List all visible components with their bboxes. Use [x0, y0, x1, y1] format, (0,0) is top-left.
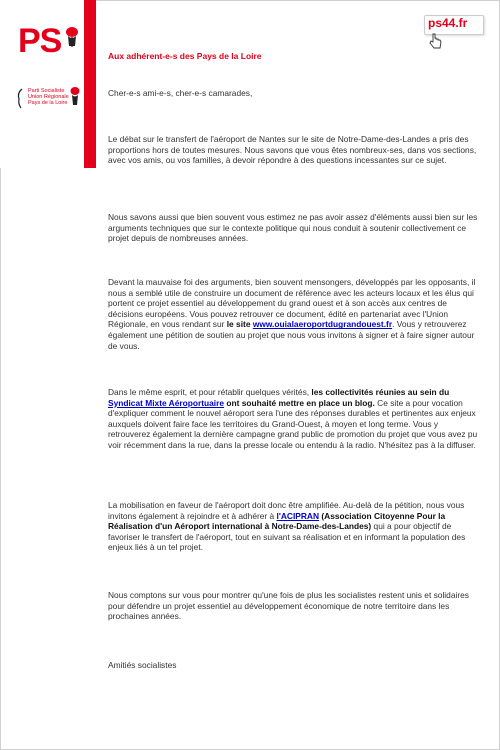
paragraph-solidarity: Nous comptons sur vous pour montrer qu'une fois de plus les socialistes restent unis et solidaires pour défendre un projet essentiel au développement économique de notre territoire dans les prochaines années.	[108, 590, 469, 622]
acipran-link[interactable]: l'ACIPRAN	[276, 510, 320, 521]
pointer-hand-icon	[428, 33, 444, 49]
paragraph-debate: Le débat sur le transfert de l'aéroport de Nantes sur le site de Notre-Dame-des-Landes a pris des proportions hors de toutes mesures. Nous savons que vous êtes nombreux-ses, dans vos sections, avec vos amis, ou vos familles, à devoir répondre à des questions incessantes sur ce sujet.	[108, 134, 477, 166]
p4-bold-b: ont souhaité mettre en place un blog.	[226, 397, 375, 408]
rose-outline-icon	[16, 87, 26, 109]
p5-bold: (Association Citoyenne Pour la Réalisation d'un Aéroport international à Notre-Dame-des-Landes)	[108, 510, 446, 532]
closing: Amitiés socialistes	[108, 660, 177, 670]
letter-heading: Aux adhérent-e-s des Pays de la Loire	[108, 51, 262, 61]
paragraph-acipran	[108, 500, 480, 553]
rose-fist-icon	[62, 26, 82, 48]
p3-text-a: Devant la mauvaise foi des arguments, bien souvent mensongers, développés par les opposants, il nous a semblé utile de construire un document de référence avec les acteurs locaux et les élus qui portent ce projet essentiel au développement du grand ouest et à son accès aux centres de décisions européens. Vous pouvez retrouver ce document, édité en partenariat avec l'Union Régionale, en vous rendant sur	[108, 277, 476, 330]
ps44-label: ps44.fr	[428, 16, 468, 30]
ps44-link-button[interactable]	[424, 15, 484, 49]
p4-text-a: Dans le même esprit, et pour rétablir quelques vérités,	[108, 387, 312, 397]
p5-text-a: La mobilisation en faveur de l'aéroport doit donc être amplifiée. Au-delà de la pétition, nous vous invitons également à rejoindre et à adhérer à	[108, 500, 465, 521]
greeting: Cher-e-s ami-e-s, cher-e-s camarades,	[108, 88, 253, 98]
p4-bold-a: les collectivités réunies au sein du	[311, 387, 450, 397]
ps-logo-text: PS	[18, 22, 62, 60]
syndicat-mixte-link[interactable]: Syndicat Mixte Aéroportuaire	[108, 397, 225, 408]
p5-text-b: qui a pour objectif de favoriser le transfert de l'aéroport, tout en suivant sa réalisation et en informant la population des enjeux liés à un tel projet.	[108, 521, 466, 553]
ur-logo-line1: Parti Socialiste	[28, 88, 65, 94]
rose-fist-small-icon	[68, 86, 82, 108]
p3-bold: le site	[226, 319, 251, 330]
union-regionale-logo	[16, 86, 82, 110]
ps-logo	[18, 18, 84, 68]
ouialaeroport-link[interactable]: www.ouialaeroportdugrandouest.fr	[252, 319, 393, 330]
p3-text-b: . Vous y retrouverez également une pétition de soutien au projet que nous vous invitons à signer et à faire signer autour de vous.	[108, 319, 475, 351]
ur-logo-line2: Union Régionale	[28, 94, 69, 100]
sidebar-branding	[0, 0, 96, 168]
paragraph-blog	[108, 387, 480, 451]
paragraph-reference-document	[108, 277, 480, 351]
ur-logo-line3: Pays de la Loire	[28, 100, 68, 106]
p4-text-b: Ce site a pour vocation d'expliquer comment le nouvel aéroport sera l'une des réponses durables et pertinentes aux enjeux auxquels doivent faire face les territoires du Grand-Ouest, à moyen et long terme. Vous y retrouverez également la dernière campagne grand public de promotion du projet que vous avez pu voir récemment dans la rue, dans la presse locale ou entendu à la radio. N'hésitez pas à la diffuser.	[108, 397, 478, 450]
paragraph-arguments: Nous savons aussi que bien souvent vous estimez ne pas avoir assez d'éléments aussi bien sur les arguments techniques que sur le contexte politique qui nous conduit à soutenir collectivement ce projet depuis de nombreuses années.	[108, 212, 478, 244]
